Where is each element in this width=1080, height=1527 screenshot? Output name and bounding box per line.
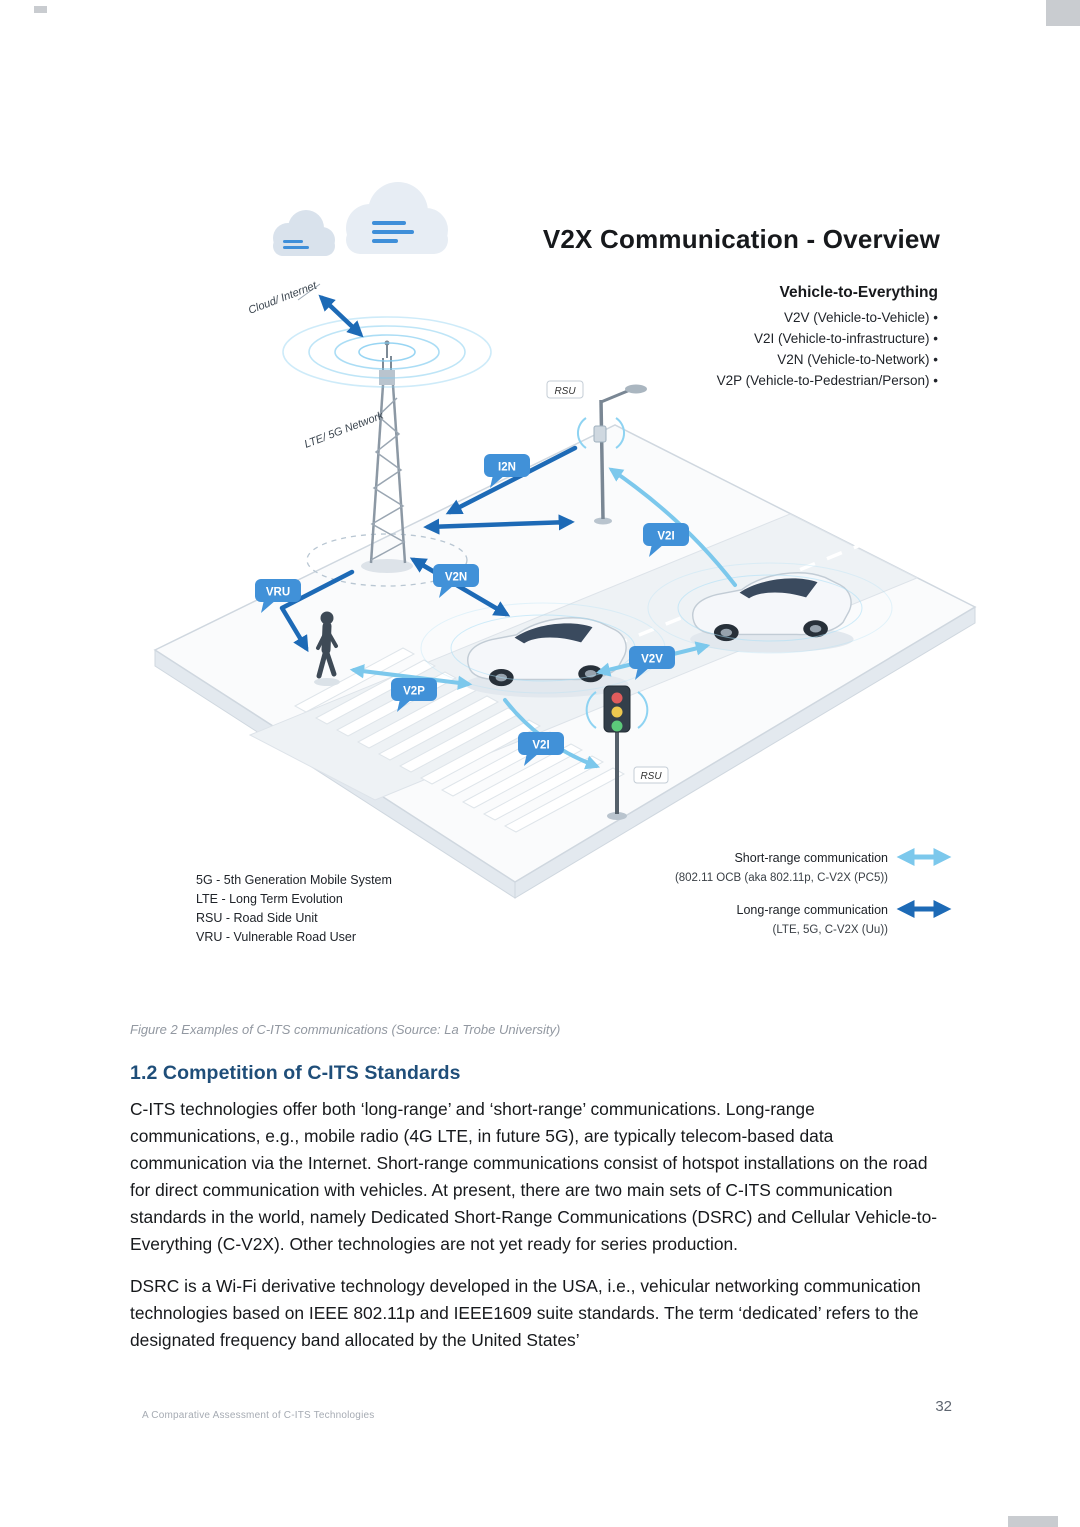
rsu-unit — [594, 426, 606, 442]
abbreviation-list — [196, 873, 392, 944]
short-range-label: Short-range communication — [734, 851, 888, 865]
svg-text:V2I: V2I — [532, 739, 550, 752]
v2x-legend-item: V2N (Vehicle-to-Network) • — [777, 352, 938, 367]
abbreviation-item: VRU - Vulnerable Road User — [196, 930, 357, 944]
cloud-icon — [247, 182, 448, 317]
long-range-detail: (LTE, 5G, C-V2X (Uu)) — [772, 924, 888, 936]
footer-title: A Comparative Assessment of C-ITS Technologies — [142, 1410, 375, 1421]
body-text — [130, 1096, 944, 1369]
rsu-label-top — [547, 381, 583, 398]
figure-title: V2X Communication - Overview — [542, 224, 940, 254]
abbreviation-item: 5G - 5th Generation Mobile System — [196, 873, 392, 887]
figure-caption: Figure 2 Examples of C-ITS communications (Source: La Trobe University) — [130, 1022, 561, 1037]
network-label: LTE/ 5G Network — [302, 409, 386, 451]
long-range-label: Long-range communication — [736, 903, 888, 917]
v2x-legend-item: V2I (Vehicle-to-infrastructure) • — [753, 331, 938, 346]
svg-text:V2N: V2N — [444, 571, 468, 584]
v2x-legend-item: V2P (Vehicle-to-Pedestrian/Person) • — [716, 373, 938, 388]
svg-text:V2V: V2V — [641, 653, 663, 666]
svg-text:RSU: RSU — [554, 386, 576, 397]
svg-text:RSU: RSU — [640, 771, 662, 782]
traffic-light-yellow — [612, 707, 623, 718]
cloud-label: Cloud/ Internet — [246, 279, 319, 317]
v2x-legend-item: V2V (Vehicle-to-Vehicle) • — [783, 310, 938, 325]
abbreviation-item: RSU - Road Side Unit — [196, 911, 318, 925]
svg-text:V2I: V2I — [657, 530, 675, 543]
section-heading: 1.2 Competition of C-ITS Standards — [130, 1062, 461, 1084]
paragraph: C-ITS technologies offer both ‘long-range’ and ‘short-range’ communications. Long-range communications, e.g., mobile radio (4G LTE, in future 5G), are typically telecom-based data communication via the Internet. Short-range communications consist of hotspot installations on the road for direct communication with vehicles. At present, there are two main sets of C-ITS communication standards in the world, namely Dedicated Short-Range Communications (DSRC) and Cellular Vehicle-to-Everything (C-V2X). Other technologies are not yet ready for series production. — [130, 1099, 938, 1254]
abbreviation-item: LTE - Long Term Evolution — [196, 892, 343, 906]
svg-text:I2N: I2N — [498, 461, 516, 474]
short-range-detail: (802.11 OCB (aka 802.11p, C-V2X (PC5)) — [674, 872, 888, 884]
traffic-light-red — [612, 693, 623, 704]
paragraph: DSRC is a Wi-Fi derivative technology developed in the USA, i.e., vehicular networking communication technologies based on IEEE 802.11p and IEEE1609 suite standards. The term ‘dedicated’ refers to the designated frequency band allocated by the United States’ — [130, 1276, 921, 1350]
v2x-legend-heading: Vehicle-to-Everything — [779, 284, 938, 301]
svg-text:V2P: V2P — [403, 685, 425, 698]
svg-text:VRU: VRU — [265, 586, 291, 599]
scan-artifact-bottom-right — [1008, 1516, 1058, 1527]
range-legend — [675, 851, 946, 936]
traffic-light-green — [612, 721, 623, 732]
page-number: 32 — [935, 1398, 952, 1415]
rsu-label-bottom — [634, 767, 668, 783]
